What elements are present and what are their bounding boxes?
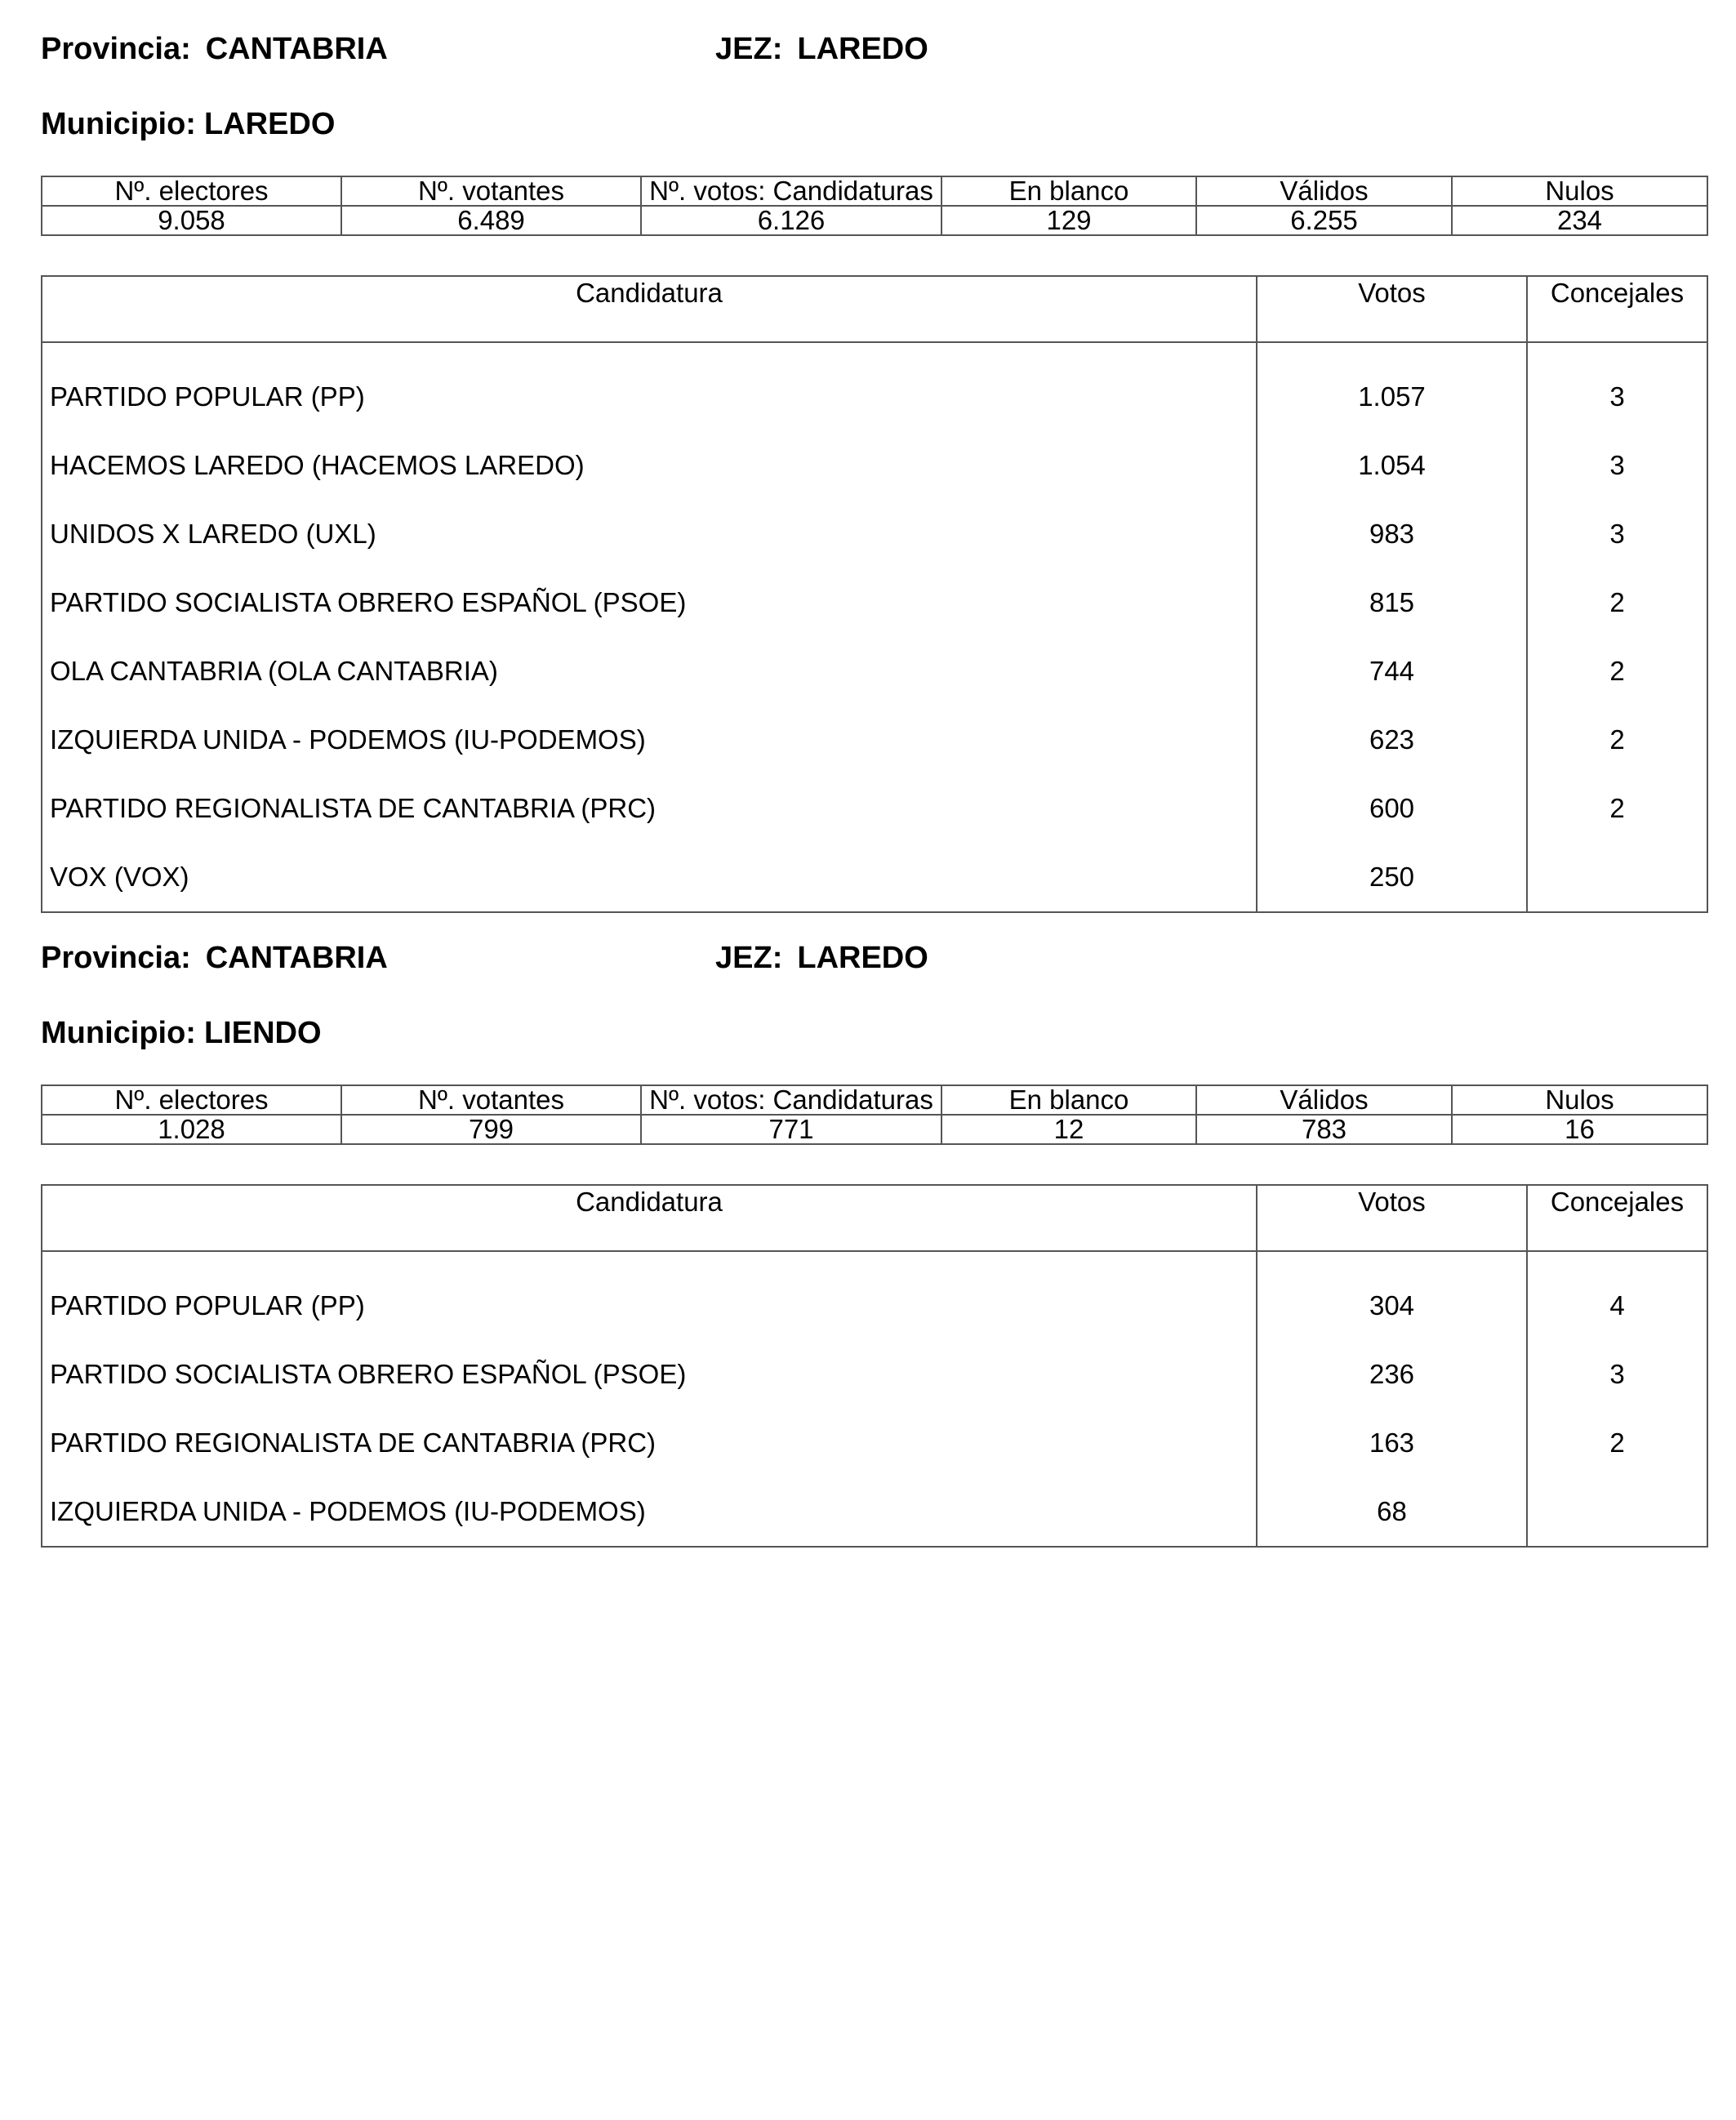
header-candidatura: Candidatura [42, 1185, 1257, 1251]
header-concejales: Concejales [1527, 276, 1707, 342]
candidate-votes: 1.057 [1257, 342, 1527, 431]
candidate-name: PARTIDO SOCIALISTA OBRERO ESPAÑOL (PSOE) [42, 568, 1257, 637]
province-field [41, 24, 388, 73]
summary-header-row [42, 1085, 1707, 1115]
province-label: Provincia: [41, 32, 191, 66]
province-field [41, 933, 388, 982]
header-en-blanco: En blanco [941, 176, 1196, 206]
table-row [42, 637, 1707, 706]
header-votantes: Nº. votantes [341, 176, 641, 206]
value-votantes: 6.489 [341, 206, 641, 235]
candidate-seats: 3 [1527, 342, 1707, 431]
municipality-line [41, 100, 1707, 149]
value-validos: 6.255 [1196, 206, 1452, 235]
candidate-votes: 1.054 [1257, 431, 1527, 500]
table-row [42, 706, 1707, 774]
table-row [42, 774, 1707, 843]
table-row [42, 1251, 1707, 1340]
candidate-votes: 815 [1257, 568, 1527, 637]
candidate-name: PARTIDO POPULAR (PP) [42, 1251, 1257, 1340]
candidates-header-row [42, 276, 1707, 342]
jez-field [715, 24, 928, 73]
summary-values-row [42, 1115, 1707, 1144]
value-en-blanco: 129 [941, 206, 1196, 235]
jez-value: LAREDO [797, 941, 928, 975]
candidate-name: PARTIDO SOCIALISTA OBRERO ESPAÑOL (PSOE) [42, 1340, 1257, 1409]
municipality-value: LAREDO [203, 107, 336, 141]
candidate-seats: 3 [1527, 1340, 1707, 1409]
candidate-votes: 623 [1257, 706, 1527, 774]
table-row [42, 342, 1707, 431]
municipality-label: Municipio: [41, 1016, 196, 1050]
header-validos: Válidos [1196, 1085, 1452, 1115]
header-votos-candidaturas: Nº. votos: Candidaturas [641, 176, 941, 206]
candidate-name: IZQUIERDA UNIDA - PODEMOS (IU-PODEMOS) [42, 1477, 1257, 1547]
candidate-seats: 2 [1527, 706, 1707, 774]
header-nulos: Nulos [1452, 176, 1707, 206]
candidate-name: PARTIDO POPULAR (PP) [42, 342, 1257, 431]
province-value: CANTABRIA [205, 941, 388, 975]
header-nulos: Nulos [1452, 1085, 1707, 1115]
table-row [42, 568, 1707, 637]
province-jez-line [41, 933, 1707, 982]
municipality-section-laredo [41, 24, 1707, 913]
header-en-blanco: En blanco [941, 1085, 1196, 1115]
value-votantes: 799 [341, 1115, 641, 1144]
candidate-name: UNIDOS X LAREDO (UXL) [42, 500, 1257, 568]
summary-header-row [42, 176, 1707, 206]
jez-value: LAREDO [797, 32, 928, 66]
value-nulos: 16 [1452, 1115, 1707, 1144]
table-row [42, 500, 1707, 568]
municipality-value: LIENDO [203, 1016, 322, 1050]
candidate-name: VOX (VOX) [42, 843, 1257, 912]
candidate-seats [1527, 1477, 1707, 1547]
candidate-seats: 2 [1527, 637, 1707, 706]
candidate-name: PARTIDO REGIONALISTA DE CANTABRIA (PRC) [42, 774, 1257, 843]
header-electores: Nº. electores [42, 1085, 341, 1115]
candidate-name: HACEMOS LAREDO (HACEMOS LAREDO) [42, 431, 1257, 500]
header-votos: Votos [1257, 276, 1527, 342]
candidate-seats: 2 [1527, 568, 1707, 637]
header-electores: Nº. electores [42, 176, 341, 206]
summary-values-row [42, 206, 1707, 235]
header-votos-candidaturas: Nº. votos: Candidaturas [641, 1085, 941, 1115]
candidate-seats: 3 [1527, 500, 1707, 568]
table-row [42, 431, 1707, 500]
table-row [42, 1409, 1707, 1477]
header-validos: Válidos [1196, 176, 1452, 206]
table-row [42, 1477, 1707, 1547]
candidate-votes: 744 [1257, 637, 1527, 706]
municipality-line [41, 1009, 1707, 1058]
value-validos: 783 [1196, 1115, 1452, 1144]
value-nulos: 234 [1452, 206, 1707, 235]
jez-label: JEZ: [715, 32, 783, 66]
table-row [42, 1340, 1707, 1409]
table-row [42, 843, 1707, 912]
candidate-seats: 3 [1527, 431, 1707, 500]
candidates-table [41, 1184, 1708, 1548]
candidate-votes: 236 [1257, 1340, 1527, 1409]
candidate-seats: 2 [1527, 774, 1707, 843]
candidate-seats: 2 [1527, 1409, 1707, 1477]
candidates-table [41, 275, 1708, 913]
value-votos-candidaturas: 771 [641, 1115, 941, 1144]
province-value: CANTABRIA [205, 32, 388, 66]
summary-table [41, 1084, 1708, 1145]
candidate-votes: 304 [1257, 1251, 1527, 1340]
municipality-label: Municipio: [41, 107, 196, 141]
candidate-votes: 68 [1257, 1477, 1527, 1547]
value-electores: 1.028 [42, 1115, 341, 1144]
value-votos-candidaturas: 6.126 [641, 206, 941, 235]
header-candidatura: Candidatura [42, 276, 1257, 342]
candidate-votes: 163 [1257, 1409, 1527, 1477]
candidate-seats: 4 [1527, 1251, 1707, 1340]
jez-field [715, 933, 928, 982]
candidate-votes: 600 [1257, 774, 1527, 843]
candidate-name: PARTIDO REGIONALISTA DE CANTABRIA (PRC) [42, 1409, 1257, 1477]
candidate-name: OLA CANTABRIA (OLA CANTABRIA) [42, 637, 1257, 706]
candidates-header-row [42, 1185, 1707, 1251]
header-concejales: Concejales [1527, 1185, 1707, 1251]
province-jez-line [41, 24, 1707, 73]
province-label: Provincia: [41, 941, 191, 975]
summary-table [41, 176, 1708, 236]
jez-label: JEZ: [715, 941, 783, 975]
value-electores: 9.058 [42, 206, 341, 235]
header-votantes: Nº. votantes [341, 1085, 641, 1115]
candidate-seats [1527, 843, 1707, 912]
candidate-votes: 983 [1257, 500, 1527, 568]
candidate-votes: 250 [1257, 843, 1527, 912]
header-votos: Votos [1257, 1185, 1527, 1251]
municipality-section-liendo [41, 933, 1707, 1548]
value-en-blanco: 12 [941, 1115, 1196, 1144]
candidate-name: IZQUIERDA UNIDA - PODEMOS (IU-PODEMOS) [42, 706, 1257, 774]
